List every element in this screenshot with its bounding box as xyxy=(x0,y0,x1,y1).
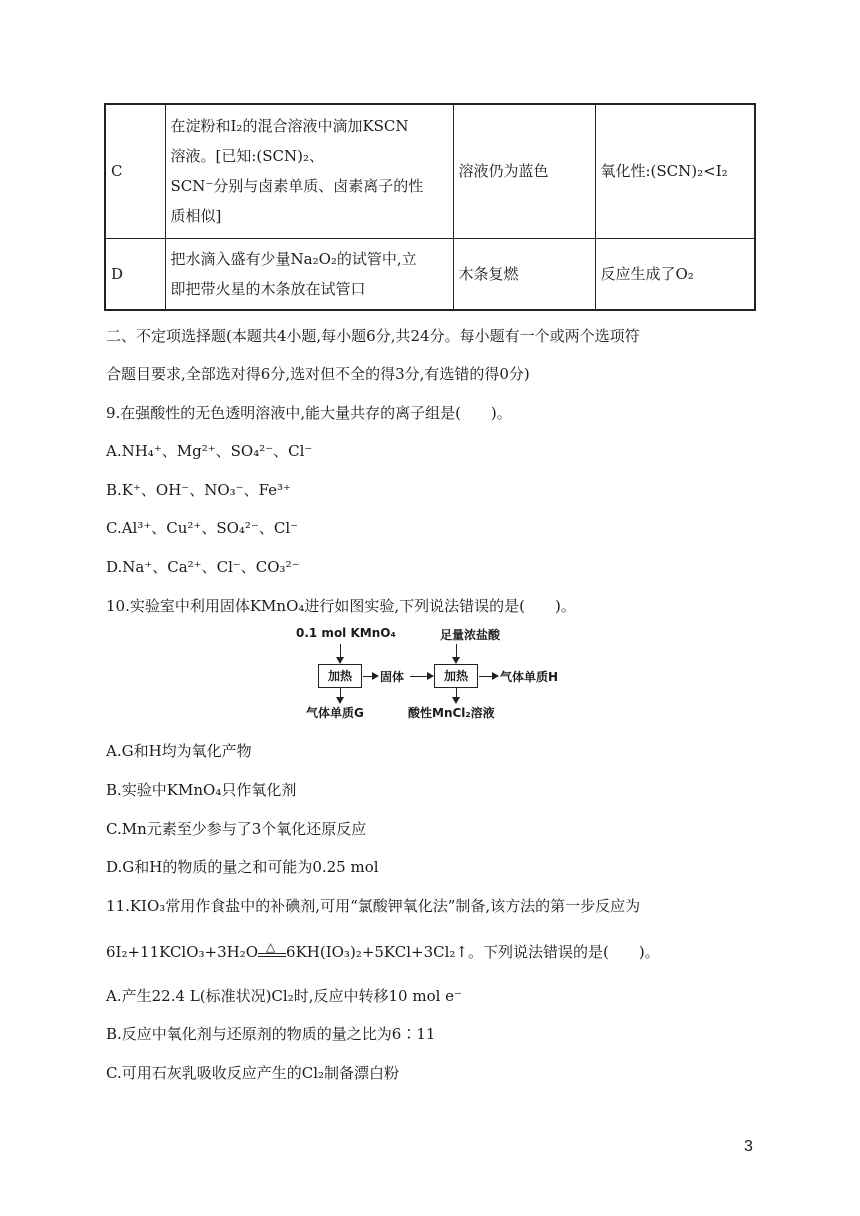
q11-option-b: B.反应中氧化剂与还原剂的物质的量之比为6∶11 xyxy=(106,1025,436,1043)
conclusion-cell: 反应生成了O₂ xyxy=(595,238,755,310)
conclusion-cell: 氧化性:(SCN)₂<I₂ xyxy=(595,104,755,238)
q11-option-c: C.可用石灰乳吸收反应产生的Cl₂制备漂白粉 xyxy=(106,1064,399,1082)
flow-arrow-right-2 xyxy=(410,676,432,677)
flow-arrow-down-3 xyxy=(340,688,341,702)
section-instructions: 合题目要求,全部选对得6分,选对但不全的得3分,有选错的得0分) xyxy=(106,365,530,383)
experiment-table xyxy=(104,103,756,311)
row-label: C xyxy=(105,104,165,238)
flow-gas-h: 气体单质H xyxy=(500,670,559,684)
flow-arrow-down-1 xyxy=(340,644,341,662)
flow-heat-box-1: 加热 xyxy=(318,664,362,688)
q9-option-d: D.Na⁺、Ca²⁺、Cl⁻、CO₃²⁻ xyxy=(106,558,300,576)
q10-option-d: D.G和H的物质的量之和可能为0.25 mol xyxy=(106,858,379,876)
q11-option-a: A.产生22.4 L(标准状况)Cl₂时,反应中转移10 mol e⁻ xyxy=(106,987,462,1005)
flow-solution: 酸性MnCl₂溶液 xyxy=(408,706,495,720)
q10-flow-diagram xyxy=(290,626,580,722)
flow-gas-g: 气体单质G xyxy=(306,706,364,720)
flow-heat-box-2: 加热 xyxy=(434,664,478,688)
flow-arrow-down-4 xyxy=(456,688,457,702)
q11-equation xyxy=(106,942,660,962)
operation-cell: 在淀粉和I₂的混合溶液中滴加KSCN 溶液。[已知:(SCN)₂、 SCN⁻分别与卤素单质、卤素离子的性 质相似] xyxy=(165,104,453,238)
flow-reagent-kmno4: 0.1 mol KMnO₄ xyxy=(296,626,396,640)
q9-option-a: A.NH₄⁺、Mg²⁺、SO₄²⁻、Cl⁻ xyxy=(106,442,313,460)
q11-stem: 11.KIO₃常用作食盐中的补碘剂,可用“氯酸钾氧化法”制备,该方法的第一步反应为 xyxy=(106,897,641,915)
equation-left: 6I₂+11KClO₃+3H₂O xyxy=(106,943,259,961)
flow-reagent-hcl: 足量浓盐酸 xyxy=(440,628,501,642)
section-heading: 二、不定项选择题(本题共4小题,每小题6分,共24分。每小题有一个或两个选项符 xyxy=(106,327,640,345)
heat-triangle-icon: △ xyxy=(266,940,276,954)
heat-condition-arrow xyxy=(258,940,286,957)
row-label: D xyxy=(105,238,165,310)
q10-option-a: A.G和H均为氧化产物 xyxy=(106,742,252,760)
table-row xyxy=(105,238,755,310)
equation-right: 6KH(IO₃)₂+5KCl+3Cl₂↑。下列说法错误的是( )。 xyxy=(286,943,660,961)
q10-stem: 10.实验室中利用固体KMnO₄进行如图实验,下列说法错误的是( )。 xyxy=(106,597,576,615)
flow-arrow-right-1 xyxy=(363,676,377,677)
q10-option-c: C.Mn元素至少参与了3个氧化还原反应 xyxy=(106,820,367,838)
flow-solid: 固体 xyxy=(380,670,405,684)
flow-arrow-right-3 xyxy=(479,676,497,677)
flow-arrow-down-2 xyxy=(456,644,457,662)
q10-option-b: B.实验中KMnO₄只作氧化剂 xyxy=(106,781,297,799)
q9-option-c: C.Al³⁺、Cu²⁺、SO₄²⁻、Cl⁻ xyxy=(106,519,299,537)
q9-option-b: B.K⁺、OH⁻、NO₃⁻、Fe³⁺ xyxy=(106,481,291,499)
page-number: 3 xyxy=(744,1138,753,1155)
operation-cell: 把水滴入盛有少量Na₂O₂的试管中,立 即把带火星的木条放在试管口 xyxy=(165,238,453,310)
phenomenon-cell: 木条复燃 xyxy=(453,238,595,310)
q9-stem: 9.在强酸性的无色透明溶液中,能大量共存的离子组是( )。 xyxy=(106,404,512,422)
table-row xyxy=(105,104,755,238)
phenomenon-cell: 溶液仍为蓝色 xyxy=(453,104,595,238)
